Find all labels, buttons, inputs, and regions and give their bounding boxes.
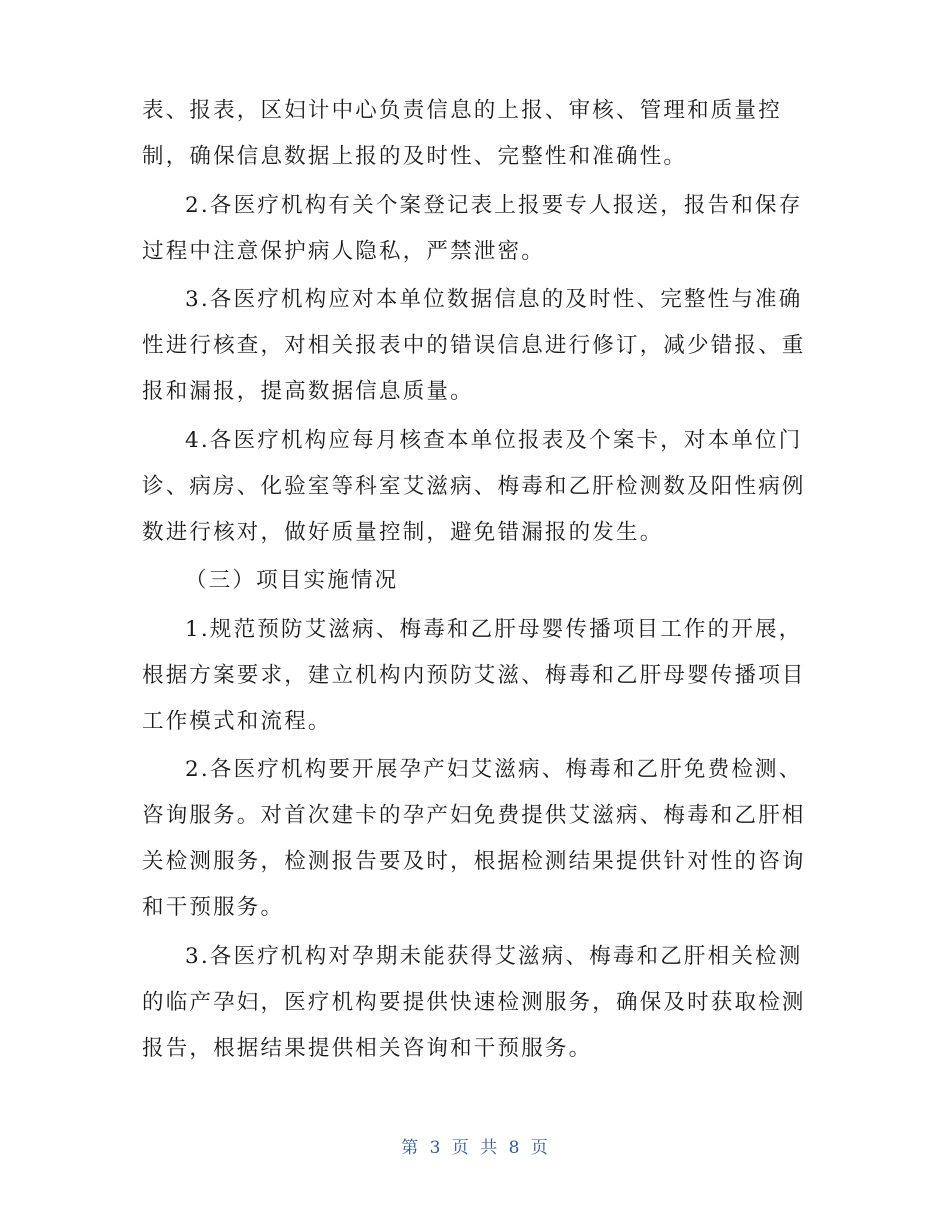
section-heading — [142, 558, 792, 604]
page-footer — [0, 1133, 950, 1158]
text-line: 报和漏报，提高数据信息质量。 — [142, 379, 474, 404]
text-line: 3.各医疗机构对孕期未能获得艾滋病、梅毒和乙肝相关检测 — [185, 943, 803, 969]
paragraph-impl-1 — [142, 607, 806, 745]
text-line: 性进行核查，对相关报表中的错误信息进行修订，减少错报、重 — [142, 333, 806, 358]
paragraph-impl-2 — [142, 747, 806, 931]
section-heading-text: （三）项目实施情况 — [185, 568, 399, 593]
text-line: 1.规范预防艾滋病、梅毒和乙肝母婴传播项目工作的开展， — [185, 616, 803, 642]
paragraph-continuation — [142, 88, 792, 180]
text-line: 和干预服务。 — [142, 895, 285, 920]
footer-total-label: 共 — [480, 1138, 499, 1158]
paragraph-item-3 — [142, 277, 806, 415]
paragraph-item-2 — [142, 183, 803, 275]
paragraph-impl-3 — [142, 934, 806, 1072]
text-line: 数进行核对，做好质量控制，避免错漏报的发生。 — [142, 519, 664, 545]
document-body — [142, 88, 806, 1072]
footer-current-page: 3 — [429, 1138, 442, 1158]
footer-page-label: 页 — [451, 1138, 470, 1158]
text-line: 关检测服务，检测报告要及时，根据检测结果提供针对性的咨询 — [142, 849, 806, 874]
text-line: 2.各医疗机构要开展孕产妇艾滋病、梅毒和乙肝免费检测、 — [185, 757, 803, 782]
text-line: 制，确保信息数据上报的及时性、完整性和准确性。 — [142, 144, 688, 169]
text-line: 根据方案要求，建立机构内预防艾滋、梅毒和乙肝母婴传播项目 — [142, 662, 806, 688]
text-line: 工作模式和流程。 — [142, 708, 332, 734]
text-line: 过程中注意保护病人隐私，严禁泄密。 — [142, 238, 545, 264]
text-line: 4.各医疗机构应每月核查本单位报表及个案卡，对本单位门 — [185, 427, 803, 453]
paragraph-item-4 — [142, 418, 806, 556]
text-line: 咨询服务。对首次建卡的孕产妇免费提供艾滋病、梅毒和乙肝相 — [142, 803, 806, 828]
text-line: 3.各医疗机构应对本单位数据信息的及时性、完整性与准确 — [185, 287, 803, 312]
text-line: 的临产孕妇，医疗机构要提供快速检测服务，确保及时获取检测 — [142, 989, 806, 1015]
text-line: 诊、病房、化验室等科室艾滋病、梅毒和乙肝检测数及阳性病例 — [142, 473, 806, 499]
text-line: 2.各医疗机构有关个案登记表上报要专人报送，报告和保存 — [185, 192, 803, 218]
footer-prefix: 第 — [401, 1138, 420, 1158]
footer-total-pages: 8 — [508, 1138, 521, 1158]
text-line: 报告，根据结果提供相关咨询和干预服务。 — [142, 1035, 593, 1061]
text-line: 表、报表，区妇计中心负责信息的上报、审核、管理和质量控 — [142, 98, 782, 123]
footer-suffix: 页 — [530, 1138, 549, 1158]
